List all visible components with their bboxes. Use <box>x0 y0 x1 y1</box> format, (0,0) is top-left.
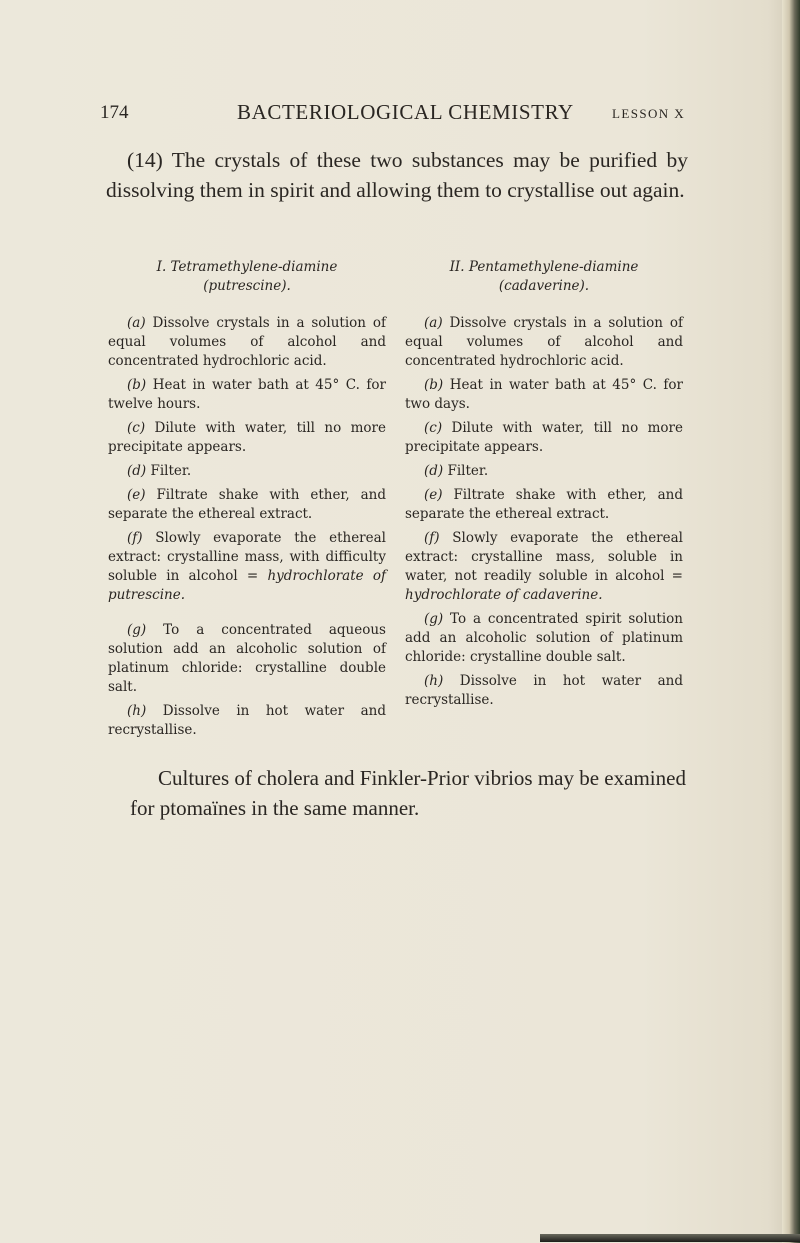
step-text: To a concentrated aqueous solution add an alcoholic solution of platinum chloride: crystalline double salt. <box>108 622 386 695</box>
step-text: Filter. <box>146 463 192 479</box>
step-letter: (a) <box>424 315 443 331</box>
lesson-label: LESSON X <box>612 106 685 121</box>
bottom-edge-shadow <box>540 1234 800 1242</box>
step-c <box>108 419 386 457</box>
step-result: hydrochlorate of putrescine. <box>108 568 387 603</box>
step-a <box>108 314 386 371</box>
column-heading: I. Tetramethylene-diamine <box>156 259 338 275</box>
step-e <box>108 486 386 524</box>
step-e <box>405 486 683 524</box>
step-result: hydrochlorate of cadaverine. <box>405 587 603 603</box>
step-c <box>405 419 683 457</box>
page-number: 174 <box>100 102 129 123</box>
column-subheading: (putrescine). <box>203 278 291 294</box>
step-h <box>405 672 683 710</box>
step-letter: (e) <box>424 487 443 503</box>
step-letter: (f) <box>424 530 440 546</box>
running-head <box>100 98 685 128</box>
step-text: Dissolve crystals in a solution of equal volumes of alcohol and concentrated hydrochloric acid. <box>405 315 683 369</box>
step-text: Dissolve crystals in a solution of equal volumes of alcohol and concentrated hydrochloric acid. <box>108 315 386 369</box>
step-b <box>108 376 386 414</box>
intro-paragraph: (14) The crystals of these two substances may be purified by dissolving them in spirit and allowing them to crystallise out again. <box>106 148 688 202</box>
step-text: Slowly evaporate the ethereal extract: crystalline mass, with difficulty soluble in alcohol = <box>108 530 386 584</box>
step-letter: (h) <box>127 703 147 719</box>
step-text: Dilute with water, till no more precipitate appears. <box>108 420 386 455</box>
column-cadaverine <box>405 258 683 715</box>
step-letter: (f) <box>127 530 143 546</box>
closing-paragraph: Cultures of cholera and Finkler-Prior vibrios may be examined for ptomaïnes in the same manner. <box>130 766 686 820</box>
step-b <box>405 376 683 414</box>
step-letter: (h) <box>424 673 444 689</box>
step-letter: (b) <box>424 377 444 393</box>
step-text: Dissolve in hot water and recrystallise. <box>405 673 683 708</box>
step-text: Heat in water bath at 45° C. for two days. <box>405 377 683 412</box>
step-letter: (d) <box>424 463 444 479</box>
step-text: Heat in water bath at 45° C. for twelve hours. <box>108 377 386 412</box>
column-subheading: (cadaverine). <box>498 278 590 294</box>
step-g <box>108 621 386 697</box>
step-text: Dissolve in hot water and recrystallise. <box>108 703 386 738</box>
step-text: Slowly evaporate the ethereal extract: crystalline mass, soluble in water, not readily soluble in alcohol = <box>405 530 683 584</box>
step-f <box>108 529 386 605</box>
step-g <box>405 610 683 667</box>
page-edge-shadow <box>782 0 800 1243</box>
step-letter: (e) <box>127 487 146 503</box>
column-putrescine <box>108 258 386 745</box>
step-h <box>108 702 386 740</box>
column-heading: II. Pentamethylene-diamine <box>449 259 639 275</box>
step-d <box>108 462 386 481</box>
step-text: Filtrate shake with ether, and separate the ethereal extract. <box>405 487 683 522</box>
step-letter: (b) <box>127 377 147 393</box>
step-text: To a concentrated spirit solution add an alcoholic solution of platinum chloride: crystalline double salt. <box>405 611 683 665</box>
step-text: Filter. <box>443 463 489 479</box>
step-a <box>405 314 683 371</box>
step-letter: (g) <box>424 611 444 627</box>
step-letter: (a) <box>127 315 146 331</box>
step-text: Dilute with water, till no more precipitate appears. <box>405 420 683 455</box>
running-title: BACTERIOLOGICAL CHEMISTRY <box>237 100 574 124</box>
step-letter: (d) <box>127 463 147 479</box>
step-letter: (c) <box>127 420 146 436</box>
step-f <box>405 529 683 605</box>
step-d <box>405 462 683 481</box>
step-letter: (c) <box>424 420 443 436</box>
step-text: Filtrate shake with ether, and separate the ethereal extract. <box>108 487 386 522</box>
step-letter: (g) <box>127 622 147 638</box>
